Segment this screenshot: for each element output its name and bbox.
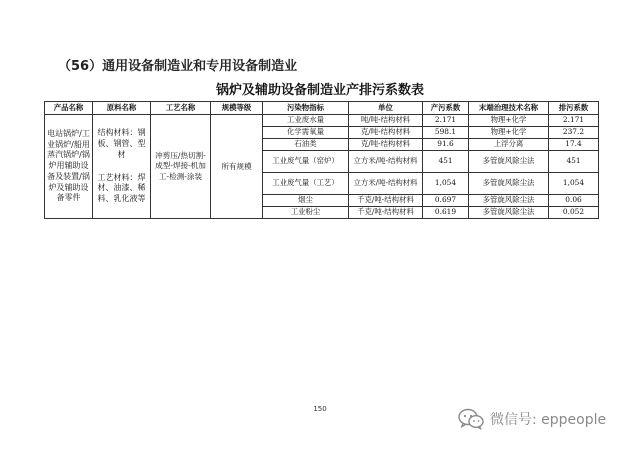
- unit-cell: 千克/吨-结构材料: [349, 207, 423, 219]
- page-number: 150: [313, 405, 327, 413]
- produce-coefficient-cell: 451: [423, 151, 469, 173]
- pollutant-cell: 化学需氧量: [263, 127, 349, 139]
- discharge-coefficient-cell: 451: [549, 151, 599, 173]
- unit-cell: 千克/吨-结构材料: [349, 195, 423, 207]
- header-discharge-coefficient: 排污系数: [549, 102, 599, 115]
- header-process: 工艺名称: [151, 102, 211, 115]
- pollutant-cell: 工业废气量（工艺）: [263, 173, 349, 195]
- produce-coefficient-cell: 0.619: [423, 207, 469, 219]
- produce-coefficient-cell: 91.6: [423, 139, 469, 151]
- header-unit: 单位: [349, 102, 423, 115]
- treatment-tech-cell: 多管旋风除尘法: [469, 207, 549, 219]
- material-name-cell: [93, 115, 151, 219]
- discharge-coefficient-cell: 17.4: [549, 139, 599, 151]
- pollutant-cell: 工业粉尘: [263, 207, 349, 219]
- product-name-cell: 电站锅炉/工业锅炉/船用蒸汽锅炉/锅炉用辅助设备及装置/锅炉及辅助设备零件: [45, 115, 93, 219]
- scale-cell: 所有规模: [211, 115, 263, 219]
- table-row: [45, 115, 599, 127]
- discharge-coefficient-cell: 0.06: [549, 195, 599, 207]
- produce-coefficient-cell: 2.171: [423, 115, 469, 127]
- material-structural: 结构材料：钢板、钢管、型材: [97, 128, 146, 159]
- section-title: （56）通用设备制造业和专用设备制造业: [58, 59, 298, 74]
- header-product: 产品名称: [45, 102, 93, 115]
- pollutant-cell: 石油类: [263, 139, 349, 151]
- produce-coefficient-cell: 1,054: [423, 173, 469, 195]
- table-header-row: [45, 102, 599, 115]
- treatment-tech-cell: 多管旋风除尘法: [469, 195, 549, 207]
- pollutant-cell: 工业废气量（窑炉）: [263, 151, 349, 173]
- table-title: 锅炉及辅助设备制造业产排污系数表: [215, 83, 424, 98]
- discharge-coefficient-cell: 0.052: [549, 207, 599, 219]
- treatment-tech-cell: 上浮分离: [469, 139, 549, 151]
- unit-cell: 克/吨-结构材料: [349, 139, 423, 151]
- wechat-icon: [458, 408, 484, 430]
- pollutant-cell: 烟尘: [263, 195, 349, 207]
- produce-coefficient-cell: 0.697: [423, 195, 469, 207]
- discharge-coefficient-cell: 2.171: [549, 115, 599, 127]
- header-scale: 规模等级: [211, 102, 263, 115]
- header-produce-coefficient: 产污系数: [423, 102, 469, 115]
- material-process: 工艺材料：焊材、油漆、稀料、乳化液等: [97, 172, 146, 204]
- header-treatment-tech: 末端治理技术名称: [469, 102, 549, 115]
- watermark-text: 微信号: eppeople: [490, 412, 607, 428]
- unit-cell: 吨/吨-结构材料: [349, 115, 423, 127]
- wechat-watermark: [458, 408, 606, 430]
- header-pollutant: 污染物指标: [263, 102, 349, 115]
- unit-cell: 克/吨-结构材料: [349, 127, 423, 139]
- pollutant-cell: 工业废水量: [263, 115, 349, 127]
- treatment-tech-cell: 多管旋风除尘法: [469, 151, 549, 173]
- process-name-cell: 冲剪压/热切割-成型-焊接-机加工-检测-涂装: [151, 115, 211, 219]
- treatment-tech-cell: 物理+化学: [469, 115, 549, 127]
- treatment-tech-cell: 多管旋风除尘法: [469, 173, 549, 195]
- header-material: 原料名称: [93, 102, 151, 115]
- unit-cell: 立方米/吨-结构材料: [349, 173, 423, 195]
- produce-coefficient-cell: 598.1: [423, 127, 469, 139]
- treatment-tech-cell: 物理+化学: [469, 127, 549, 139]
- unit-cell: 立方米/吨-结构材料: [349, 151, 423, 173]
- discharge-coefficient-cell: 1,054: [549, 173, 599, 195]
- discharge-coefficient-cell: 237.2: [549, 127, 599, 139]
- pollution-coefficient-table: [44, 101, 599, 219]
